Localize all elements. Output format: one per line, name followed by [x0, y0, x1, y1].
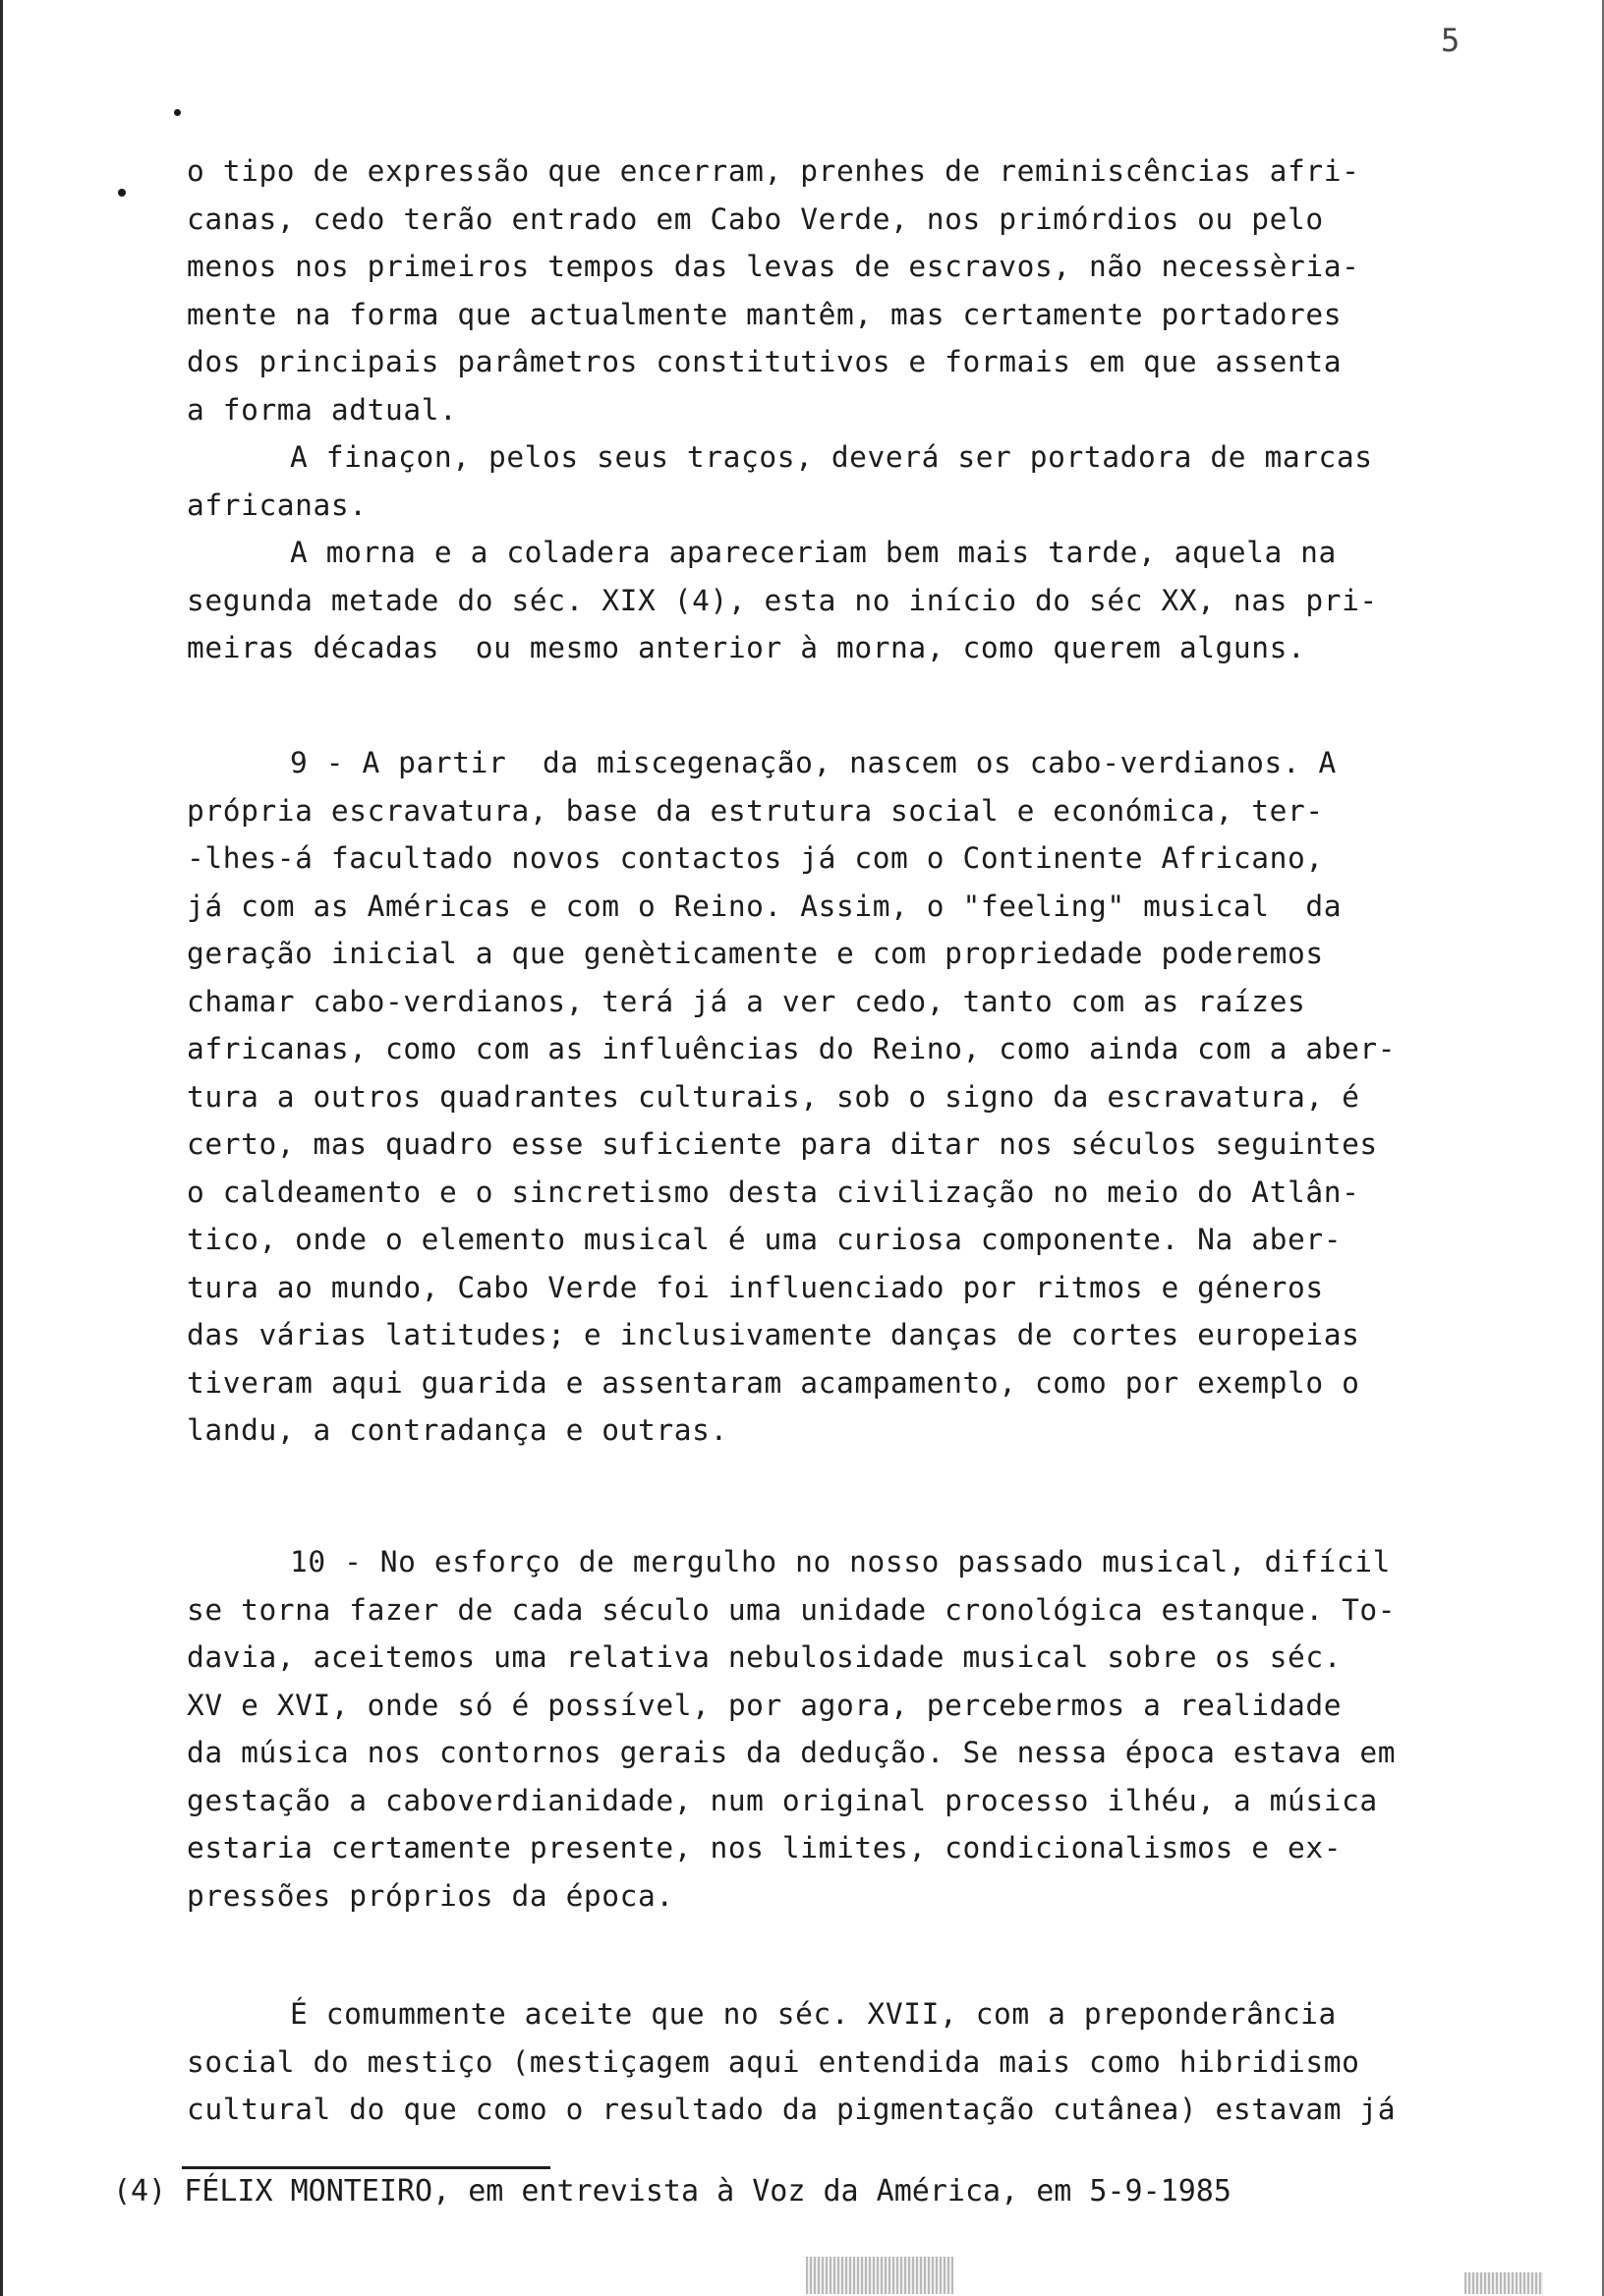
paragraph: [187, 739, 1523, 1455]
text-block: [187, 739, 1523, 1455]
text-line: gestação a caboverdianidade, num original processo ilhéu, a música: [187, 1783, 1378, 1817]
text-line: mente na forma que actualmente mantêm, mas certamente portadores: [187, 297, 1343, 331]
paragraph: [187, 147, 1523, 433]
text-line: cultural do que como o resultado da pigmentação cutânea) estavam já: [187, 2093, 1397, 2126]
text-line: landu, a contradança e outras.: [187, 1413, 728, 1447]
text-line: tico, onde o elemento musical é uma curiosa componente. Na aber-: [187, 1223, 1343, 1256]
text-line: o tipo de expressão que encerram, prenhes de reminiscências afri-: [187, 154, 1360, 188]
text-block: [187, 1538, 1523, 1920]
text-line: chamar cabo-verdianos, terá já a ver cedo, tanto com as raízes: [187, 984, 1306, 1018]
text-line: estaria certamente presente, nos limites, condicionalismos e ex-: [187, 1831, 1343, 1865]
text-line: o caldeamento e o sincretismo desta civilização no meio do Atlân-: [187, 1175, 1360, 1209]
text-line: africanas, como com as influências do Reino, como ainda com a aber-: [187, 1032, 1397, 1065]
paragraph: [187, 529, 1523, 672]
text-line: já com as Américas e com o Reino. Assim, o "feeling" musical da: [187, 889, 1343, 923]
text-line: das várias latitudes; e inclusivamente danças de cortes europeias: [187, 1318, 1360, 1351]
text-line: É comummente aceite que no séc. XVII, com a preponderância: [290, 1997, 1337, 2031]
paragraph: [187, 1538, 1523, 1920]
text-line: -lhes-á facultado novos contactos já com o Continente Africano,: [187, 841, 1324, 875]
page-number: 5: [1441, 22, 1461, 59]
scan-artifact: [806, 2257, 953, 2294]
text-line: tiveram aqui guarida e assentaram acampamento, como por exemplo o: [187, 1365, 1360, 1400]
text-line: se torna fazer de cada século uma unidade cronológica estanque. To-: [187, 1592, 1397, 1627]
text-line: africanas.: [187, 488, 368, 522]
text-line: 9 - A partir da miscegenação, nascem os cabo-verdianos. A: [290, 746, 1337, 779]
text-line: certo, mas quadro esse suficiente para ditar nos séculos seguintes: [187, 1127, 1378, 1161]
footnote-marker: (4): [113, 2174, 167, 2209]
text-line: social do mestiço (mestiçagem aqui entendida mais como hibridismo: [187, 2044, 1360, 2079]
text-line: tura ao mundo, Cabo Verde foi influenciado por ritmos e géneros: [187, 1270, 1324, 1304]
text-line: menos nos primeiros tempos das levas de escravos, não necessèria-: [187, 250, 1360, 283]
ink-speck: [118, 189, 126, 197]
footnote: [113, 2168, 1232, 2215]
text-line: geração inicial a que genèticamente e com propriedade poderemos: [187, 937, 1324, 970]
text-line: meiras décadas ou mesmo anterior à morna, como querem alguns.: [187, 631, 1306, 664]
text-line: tura a outros quadrantes culturais, sob o signo da escravatura, é: [187, 1079, 1360, 1114]
text-line: 10 - No esforço de mergulho no nosso passado musical, difícil: [290, 1545, 1391, 1578]
text-line: canas, cedo terão entrado em Cabo Verde, nos primórdios ou pelo: [187, 201, 1324, 236]
text-line: segunda metade do séc. XIX (4), esta no início do séc XX, nas pri-: [187, 583, 1378, 617]
text-block: [187, 147, 1523, 672]
text-line: a forma adtual.: [187, 392, 458, 427]
paragraph: [187, 1990, 1523, 2134]
text-line: XV e XVI, onde só é possível, por agora, percebermos a realidade: [187, 1688, 1343, 1722]
ink-speck: [174, 109, 181, 116]
paragraph: [187, 433, 1523, 529]
text-line: A finaçon, pelos seus traços, deverá ser portadora de marcas: [290, 440, 1373, 474]
scan-left-edge: [0, 0, 3, 2296]
text-line: dos principais parâmetros constitutivos e formais em que assenta: [187, 345, 1343, 378]
text-line: pressões próprios da época.: [187, 1878, 674, 1913]
text-line: da música nos contornos gerais da dedução. Se nessa época estava em: [187, 1736, 1397, 1769]
text-block: [187, 1990, 1523, 2134]
scan-artifact: [1464, 2272, 1543, 2294]
text-line: davia, aceitemos uma relativa nebulosidade musical sobre os séc.: [187, 1640, 1343, 1674]
text-line: A morna e a coladera apareceriam bem mais tarde, aquela na: [290, 536, 1337, 569]
footnote-text: FÉLIX MONTEIRO, em entrevista à Voz da América, em 5-9-1985: [184, 2174, 1232, 2209]
text-line: própria escravatura, base da estrutura social e económica, ter-: [187, 793, 1324, 828]
